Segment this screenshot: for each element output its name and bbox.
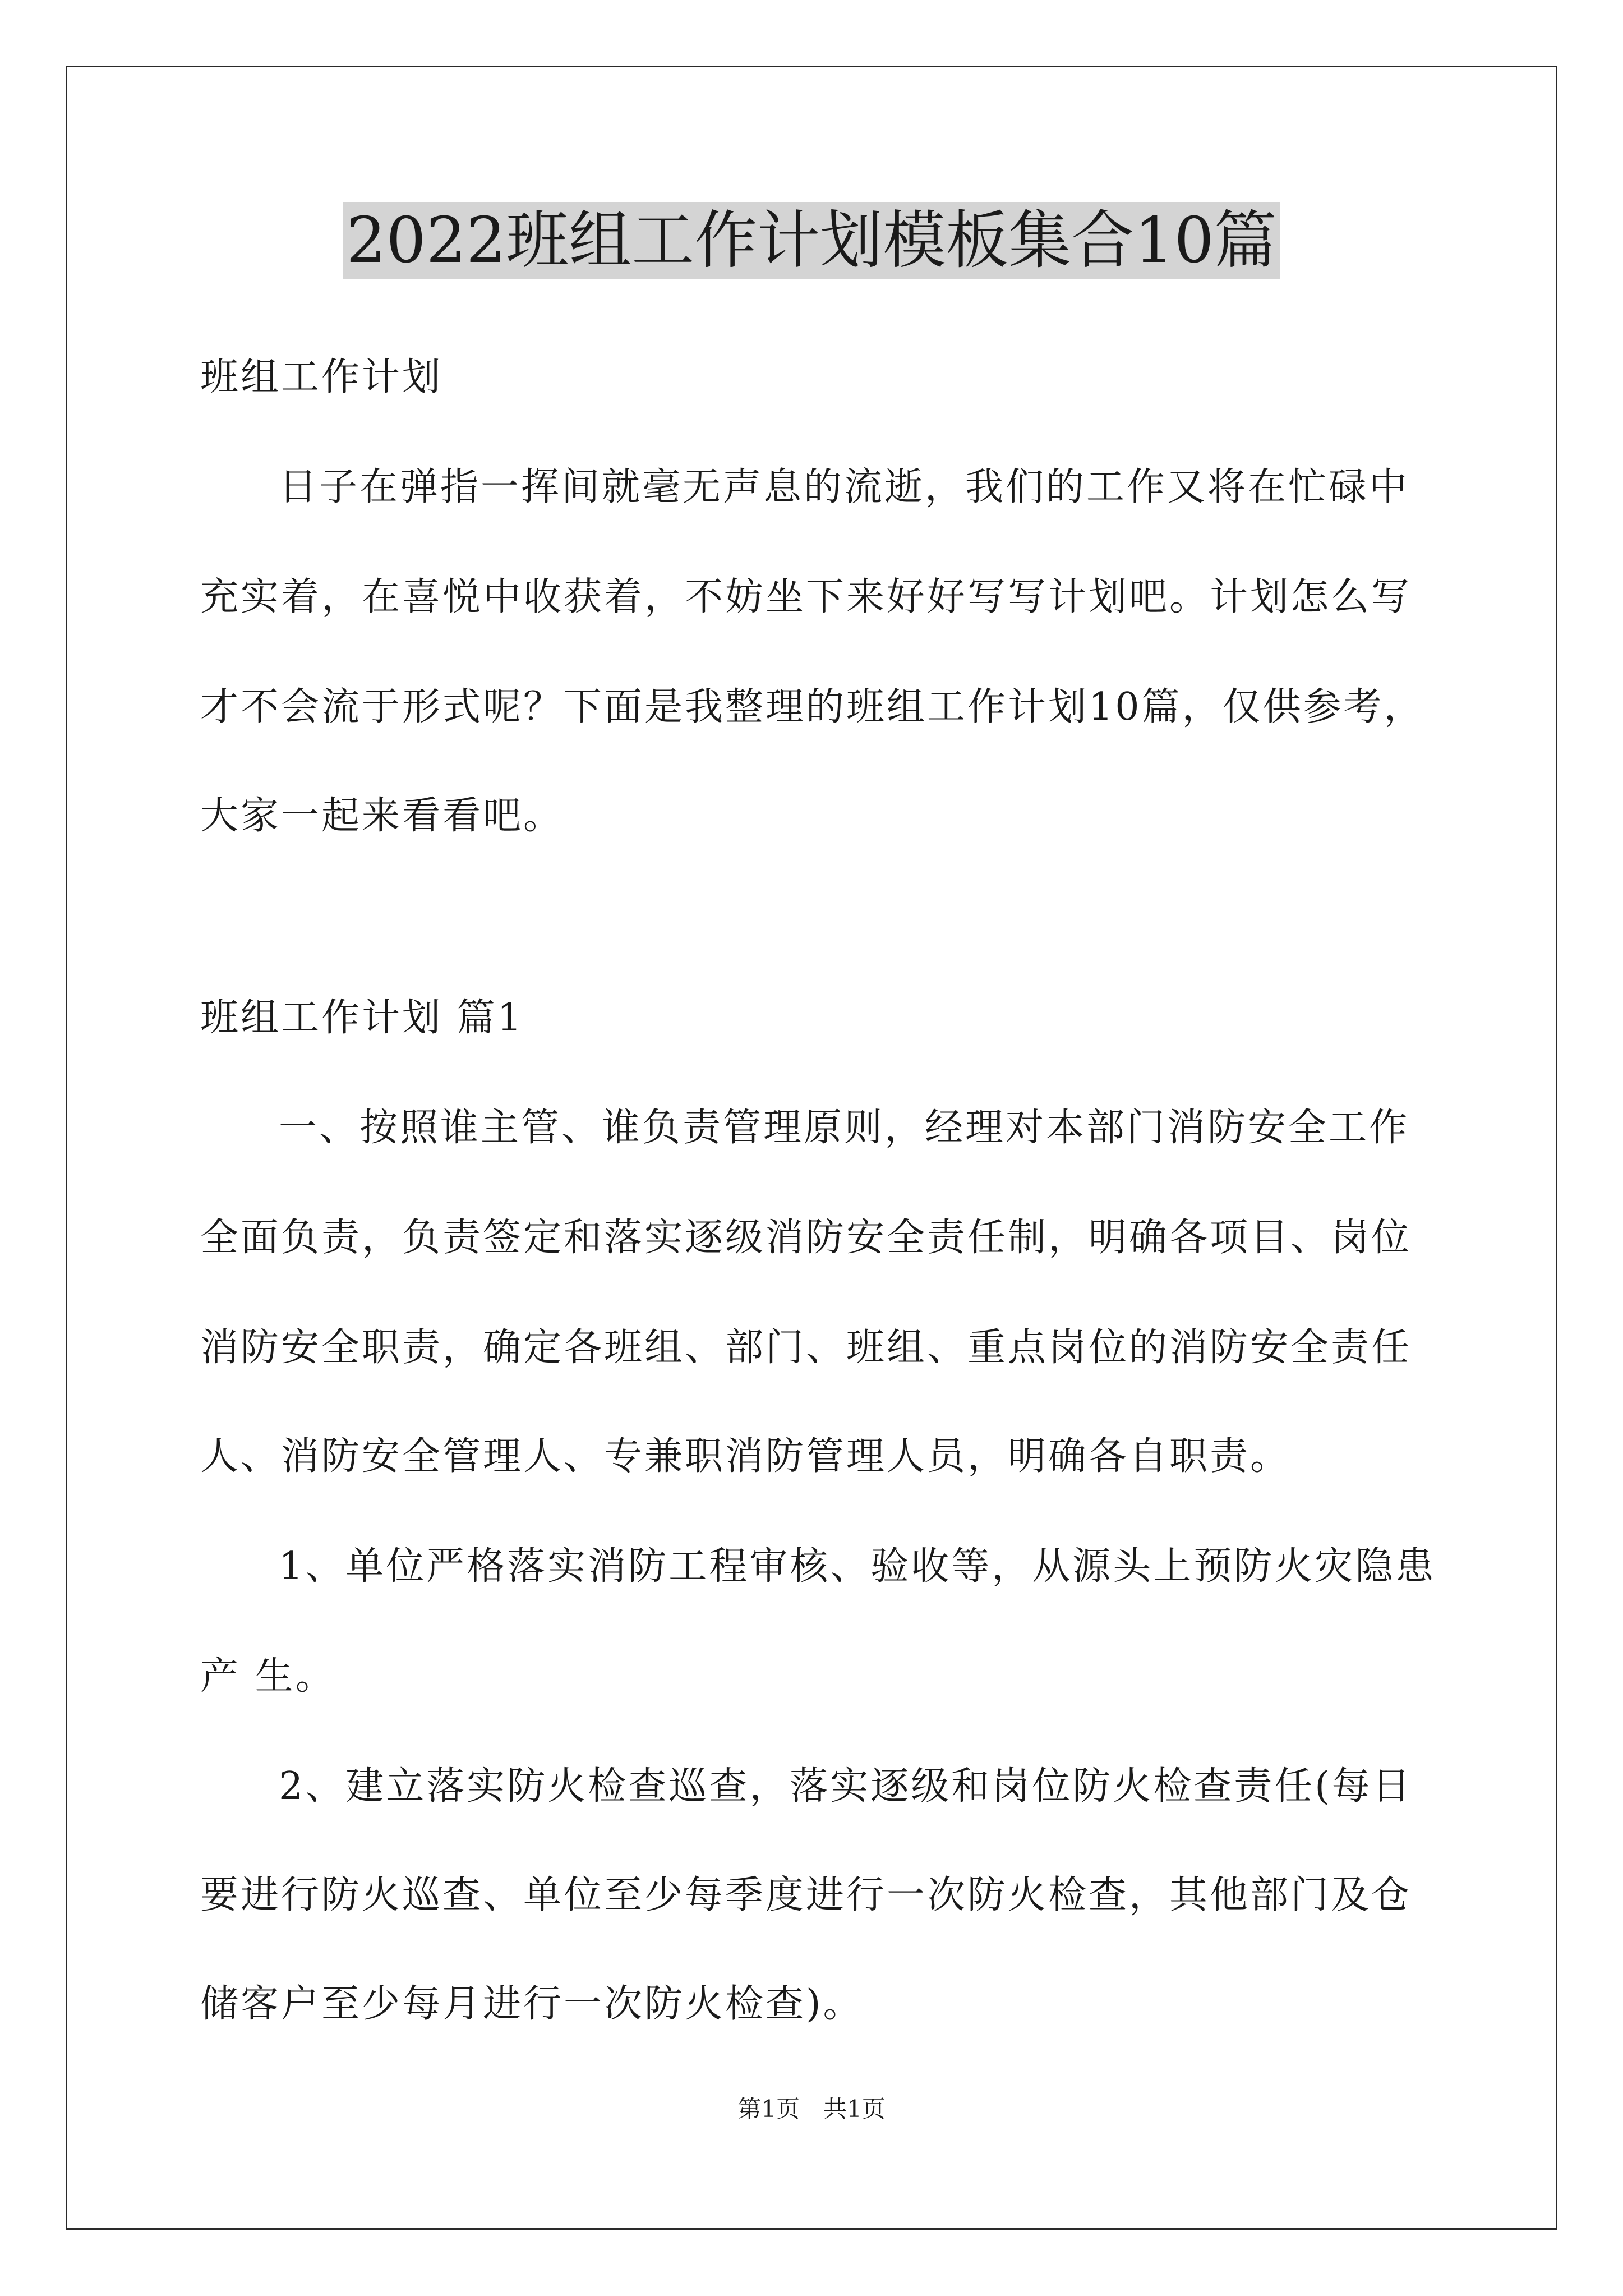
intro-line: 充实着，在喜悦中收获着，不妨坐下来好好写写计划吧。计划怎么写 bbox=[200, 575, 1412, 619]
intro-heading: 班组工作计划 bbox=[200, 355, 443, 399]
paragraph-line: 全面负责，负责签定和落实逐级消防安全责任制，明确各项目、岗位 bbox=[200, 1216, 1412, 1260]
paragraph-line: 人、消防安全管理人、专兼职消防管理人员，明确各自职责。 bbox=[200, 1434, 1291, 1479]
intro-line: 日子在弹指一挥间就毫无声息的流逝，我们的工作又将在忙碌中 bbox=[279, 465, 1410, 509]
intro-line: 才不会流于形式呢？下面是我整理的班组工作计划10篇，仅供参考， bbox=[200, 685, 1424, 729]
paragraph-line: 要进行防火巡查、单位至少每季度进行一次防火检查，其他部门及仓 bbox=[200, 1873, 1412, 1917]
paragraph-line: 产 生。 bbox=[200, 1654, 336, 1699]
paragraph-line: 储客户至少每月进行一次防火检查)。 bbox=[200, 1982, 864, 2026]
page-number-footer: 第1页 共1页 bbox=[737, 2095, 886, 2123]
paragraph-line: 1、单位严格落实消防工程审核、验收等，从源头上预防火灾隐患 bbox=[279, 1544, 1436, 1589]
title-container bbox=[0, 202, 1623, 279]
paragraph-line: 一、按照谁主管、谁负责管理原则，经理对本部门消防安全工作 bbox=[279, 1106, 1410, 1150]
document-title: 2022班组工作计划模板集合10篇 bbox=[343, 202, 1280, 279]
paragraph-line: 消防安全职责，确定各班组、部门、班组、重点岗位的消防安全责任 bbox=[200, 1326, 1412, 1370]
intro-line: 大家一起来看看吧。 bbox=[200, 794, 564, 838]
paragraph-line: 2、建立落实防火检查巡查，落实逐级和岗位防火检查责任(每日 bbox=[279, 1764, 1413, 1809]
section-heading: 班组工作计划 篇1 bbox=[200, 996, 524, 1040]
